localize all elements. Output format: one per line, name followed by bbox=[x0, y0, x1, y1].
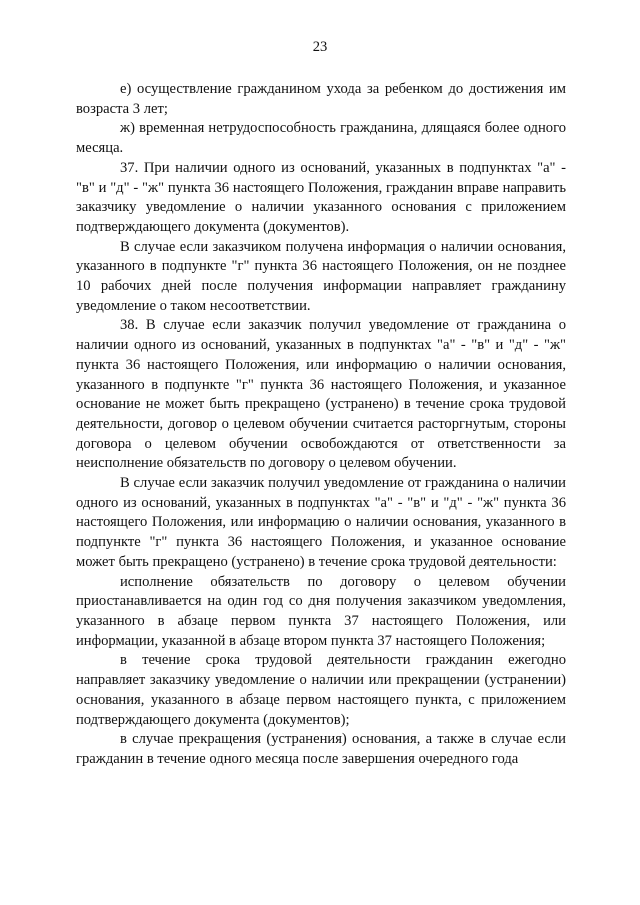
paragraph-clause-38-second: В случае если заказчик получил уведомление от гражданина о наличии одного из оснований, указанных в подпунктах "а" - "в" и "д" - "ж" пункта 36 настоящего Положения, или информацию о наличии основания, указанного в подпункте "г" пункта 36 настоящего Положения, и указанное основание может быть прекращено (устранено) в течение срока трудовой деятельности: bbox=[76, 475, 566, 570]
paragraph-item-e: е) осуществление гражданином ухода за ребенком до достижения им возраста 3 лет; bbox=[76, 81, 566, 117]
paragraph-termination: в случае прекращения (устранения) основания, а также в случае если гражданин в течение одного месяца после завершения очередного года bbox=[76, 731, 566, 767]
paragraph-annual-notice: в течение срока трудовой деятельности гражданин ежегодно направляет заказчику уведомление о наличии или прекращении (устранении) основания, указанного в абзаце первом настоящего пункта, с приложением подтверждающего документа (документов); bbox=[76, 652, 566, 728]
paragraph-item-zh: ж) временная нетрудоспособность гражданина, длящаяся более одного месяца. bbox=[76, 120, 566, 157]
paragraph-suspension: исполнение обязательств по договору о целевом обучении приостанавливается на один год со дня получения заказчиком уведомления, указанного в абзаце первом пункта 37 настоящего Положения, или информации, указанной в абзаце втором пункта 37 настоящего Положения; bbox=[76, 573, 566, 649]
document-body bbox=[76, 80, 566, 770]
paragraph-clause-38: 38. В случае если заказчик получил уведомление от гражданина о наличии одного из оснований, указанных в подпунктах "а" - "в" и "д" - "ж" пункта 36 настоящего Положения, или информацию о наличии основания, указанного в подпункте "г" пункта 36 настоящего Положения, и указанное основание не может быть прекращено (устранено) в течение срока трудовой деятельности, договор о целевом обучении считается расторгнутым, стороны договора о целевом обучении освобождаются от ответственности за неисполнение обязательств по договору о целевом обучении. bbox=[76, 317, 566, 472]
page-number: 23 bbox=[312, 39, 328, 55]
paragraph-clause-37-second: В случае если заказчиком получена информация о наличии основания, указанного в подпункте "г" пункта 36 настоящего Положения, он не позднее 10 рабочих дней после получения информации направляет гражданину уведомление о таком несоответствии. bbox=[76, 238, 566, 314]
paragraph-clause-37: 37. При наличии одного из оснований, указанных в подпунктах "а" - "в" и "д" - "ж" пункта 36 настоящего Положения, гражданин вправе направить заказчику уведомление о наличии указанного основания с приложением подтверждающего документа (документов). bbox=[76, 159, 566, 235]
